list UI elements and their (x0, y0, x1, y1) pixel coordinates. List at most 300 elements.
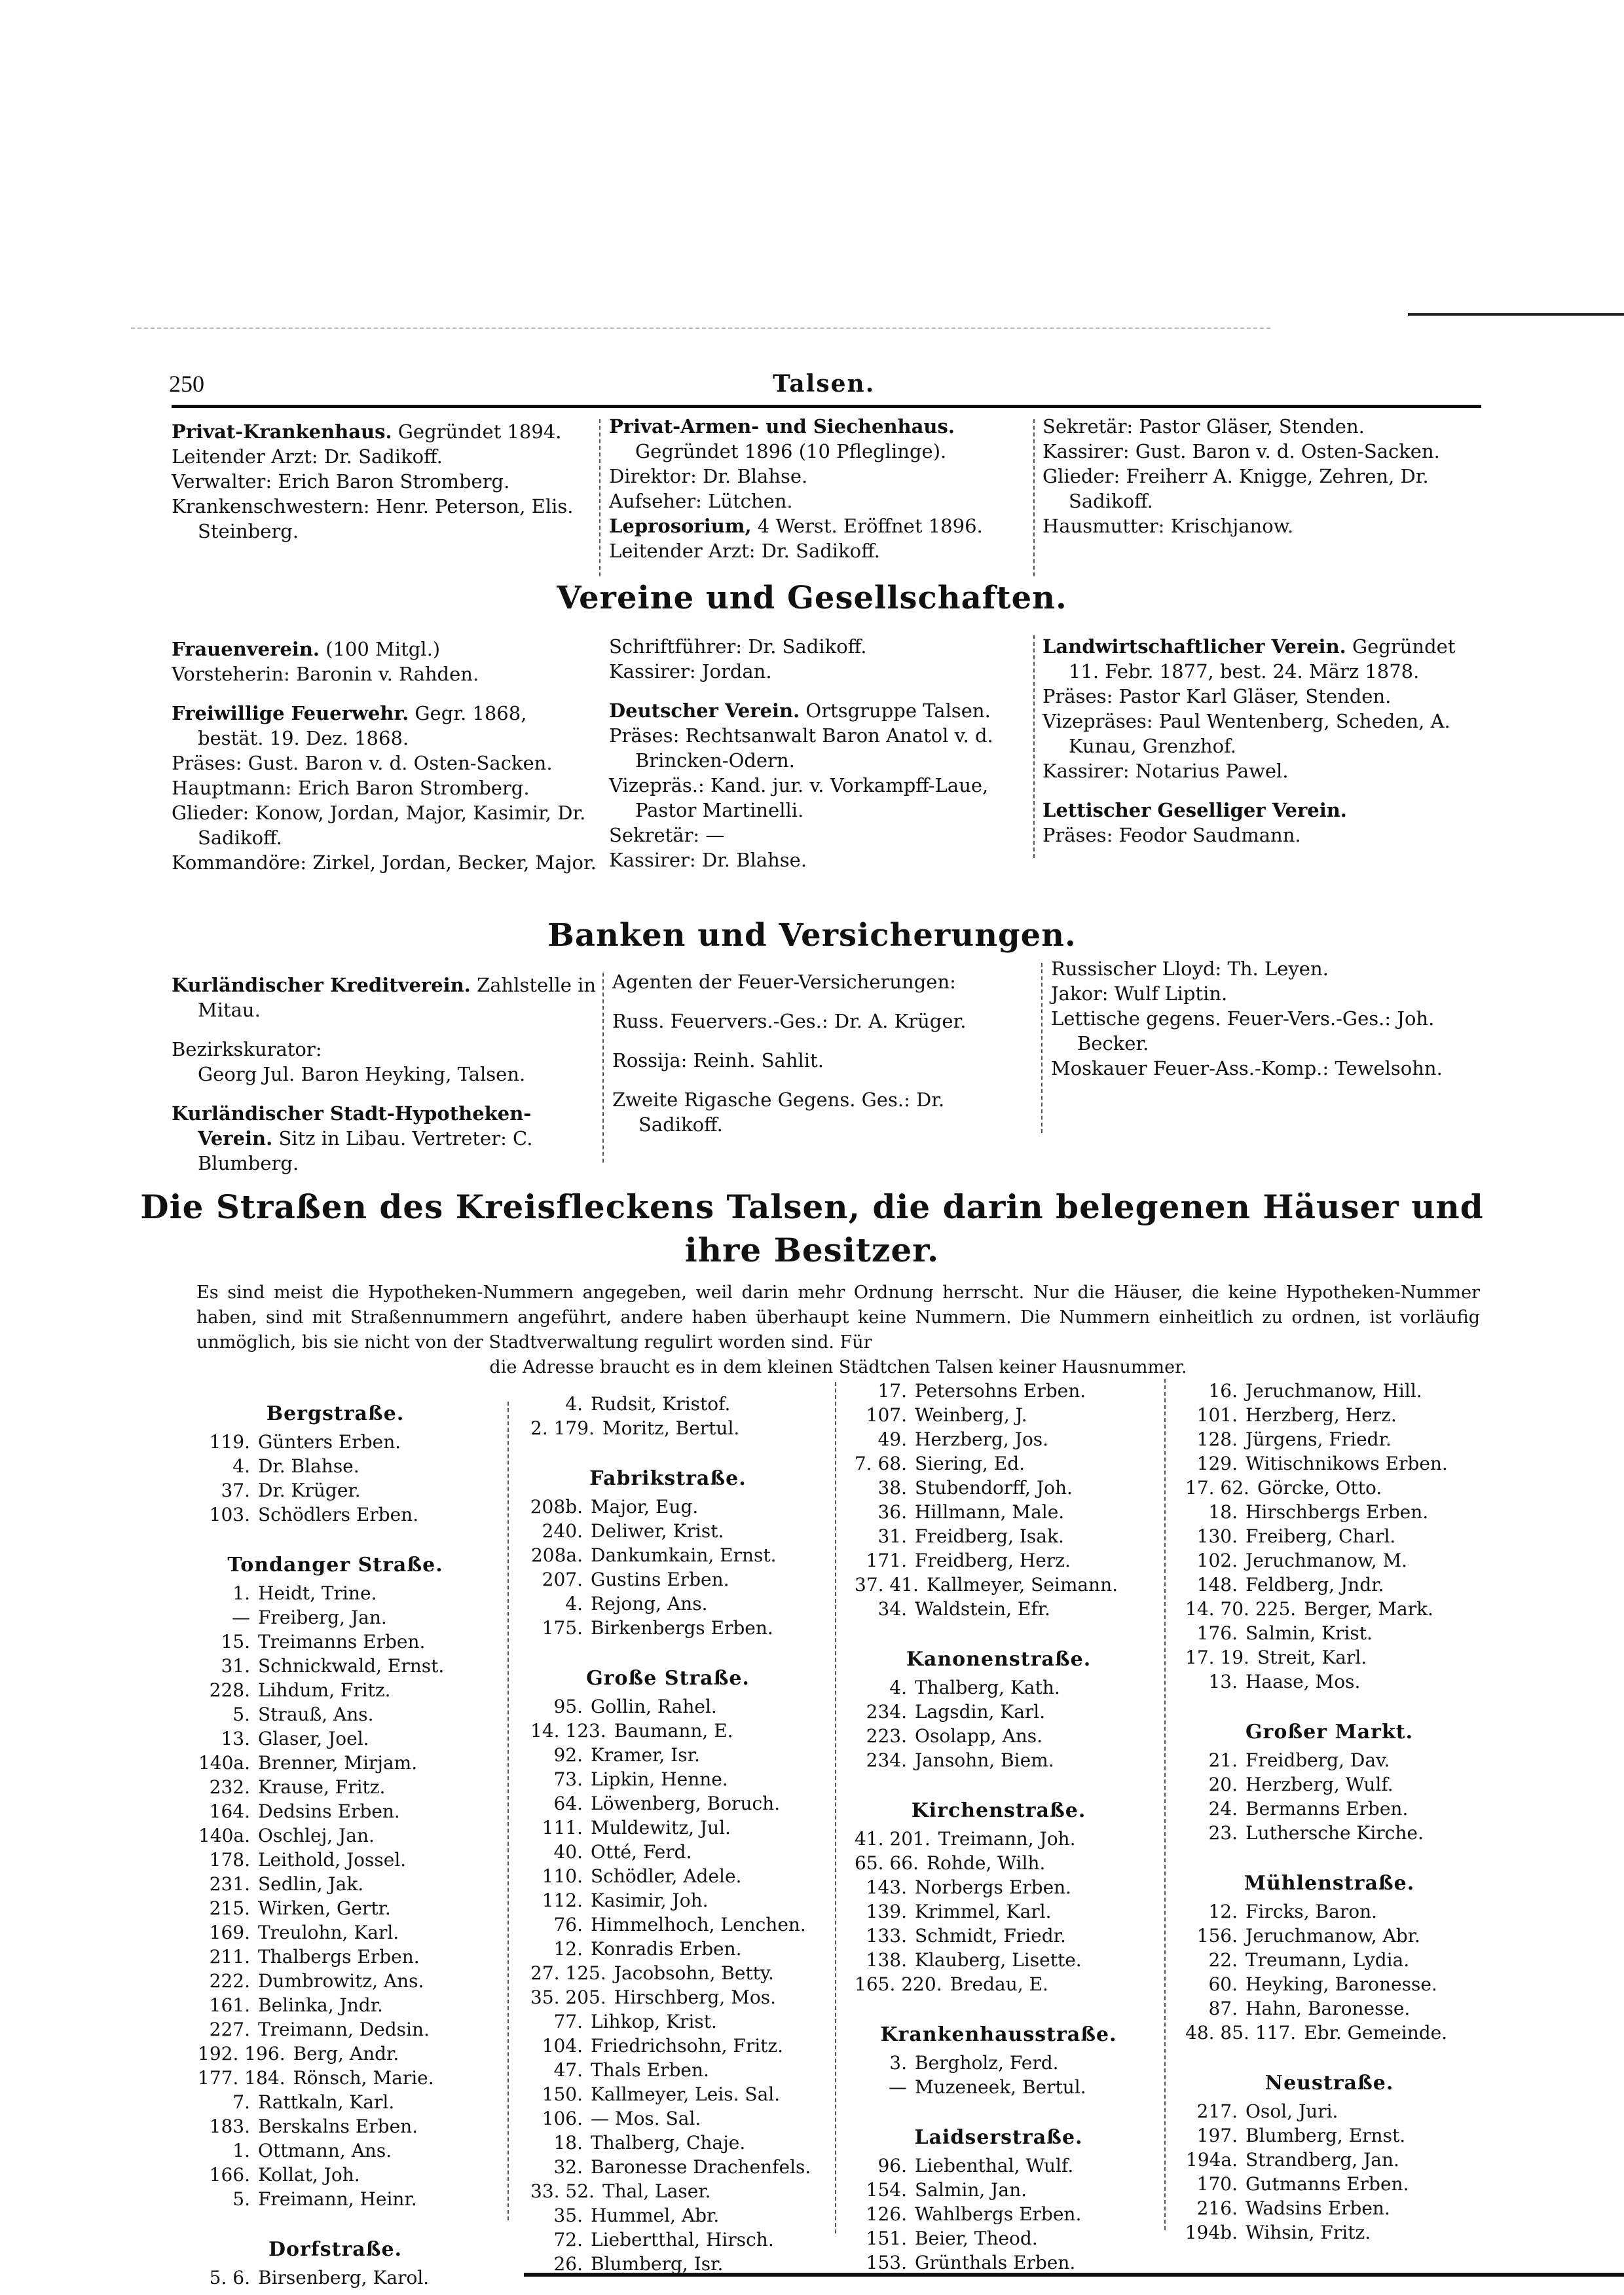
streets-intro-last-line: die Adresse braucht es in dem kleinen Städtchen Talsen keiner Hausnummer. (489, 1357, 1187, 1377)
house-number: 17. 19. (1185, 1647, 1249, 1668)
house-number: 4. (232, 1455, 250, 1477)
entry (1043, 823, 1475, 848)
entry (612, 1087, 1031, 1137)
owner-name: Bermanns Erben. (1246, 1798, 1409, 1819)
house-entry (172, 2042, 499, 2066)
house-entry (504, 1743, 832, 1767)
house-number: 18. (1208, 1501, 1238, 1523)
house-entry (172, 1896, 499, 1920)
house-number: 15. (221, 1631, 250, 1652)
owner-name: Thalbergs Erben. (258, 1946, 420, 1968)
owner-name: Sedlin, Jak. (258, 1873, 364, 1895)
owner-name: Blumberg, Ernst. (1246, 2125, 1406, 2146)
owner-name: Muldewitz, Jul. (591, 1817, 731, 1838)
house-number: 16. (1208, 1380, 1238, 1402)
entry-text: Kassirer: Dr. Blahse. (609, 849, 807, 871)
institutions-column-1 (172, 419, 591, 544)
streets-heading-line-2: ihre Besitzer. (684, 1231, 940, 1269)
owner-name: Osol, Juri. (1246, 2100, 1338, 2122)
house-number: 143. (866, 1876, 907, 1898)
house-number: 72. (553, 2229, 583, 2250)
entry (1043, 464, 1462, 513)
owner-name: Kallmeyer, Leis. Sal. (591, 2083, 781, 2105)
house-number: 223. (866, 1725, 907, 1747)
house-number: 49. (877, 1428, 907, 1450)
owner-name: Konradis Erben. (591, 1938, 742, 1960)
owner-name: Jacobsohn, Betty. (614, 1962, 774, 1984)
owner-name: Herzberg, Herz. (1246, 1404, 1397, 1426)
banken-column-3 (1051, 956, 1483, 1081)
owner-name: Strandberg, Jan. (1246, 2149, 1399, 2171)
entry-text: Gegründet 11. Febr. 1877, best. 24. März 1878. (1069, 635, 1456, 682)
owner-name: Liebertthal, Hirsch. (591, 2229, 774, 2250)
owner-name: Freiberg, Charl. (1246, 1525, 1396, 1547)
house-entry (504, 1961, 832, 1985)
house-entry (1159, 1948, 1500, 1972)
house-number: 138. (866, 1949, 907, 1971)
owner-name: Kramer, Isr. (591, 1744, 700, 1766)
owner-name: Görcke, Otto. (1257, 1477, 1382, 1499)
owner-name: Lipkin, Henne. (591, 1768, 728, 1790)
street-name: Bergstraße. (266, 1402, 405, 1425)
house-entry (172, 1630, 499, 1654)
house-entry (1159, 1924, 1500, 1948)
house-number: 4. (565, 1393, 583, 1415)
owner-name: Fircks, Baron. (1246, 1901, 1378, 1922)
house-number: — (232, 1607, 250, 1628)
house-number: 194b. (1185, 2222, 1238, 2243)
entry (172, 800, 597, 850)
house-number: 23. (1208, 1822, 1238, 1844)
entry (1043, 439, 1462, 464)
house-entry (828, 1972, 1169, 1996)
owner-name: Otté, Ferd. (591, 1841, 692, 1863)
owner-name: Rejong, Ans. (591, 1593, 708, 1614)
entry (1051, 956, 1483, 981)
house-number: 13. (1208, 1671, 1238, 1692)
owner-name: Berger, Mark. (1304, 1598, 1433, 1620)
entry (609, 698, 1028, 723)
owner-name: Siering, Ed. (915, 1453, 1025, 1474)
entry-text: Gegr. 1868, bestät. 19. Dez. 1868. (198, 702, 527, 749)
running-head: Talsen. (773, 370, 876, 398)
entry (612, 1048, 1031, 1073)
owner-name: Thals Erben. (591, 2059, 709, 2081)
entry-title: Freiwillige Feuerwehr. (172, 702, 409, 724)
entry-text: Kassirer: Jordan. (609, 660, 772, 682)
owner-name: Lihdum, Fritz. (258, 1679, 391, 1701)
vereine-column-2 (609, 634, 1028, 872)
column-divider (599, 419, 600, 576)
column-divider (1041, 963, 1043, 1133)
house-number: 207. (542, 1569, 583, 1590)
entry-text: Präses: Pastor Karl Gläser, Stenden. (1043, 685, 1392, 707)
house-entry (1159, 1645, 1500, 1670)
owner-name: Schmidt, Friedr. (915, 1925, 1066, 1947)
entry-text: Sekretär: Pastor Gläser, Stenden. (1043, 415, 1365, 438)
house-number: 231. (209, 1873, 250, 1895)
entry-text: Hausmutter: Krischjanow. (1043, 515, 1294, 537)
header-rule (172, 405, 1481, 408)
house-number: 3. (889, 2052, 907, 2074)
house-entry (828, 1403, 1169, 1427)
house-number: 77. (553, 2011, 583, 2032)
entry (172, 637, 597, 662)
entry-text: Leitender Arzt: Dr. Sadikoff. (172, 445, 443, 468)
owner-name: Heidt, Trine. (258, 1582, 377, 1604)
entry-text: Präses: Feodor Saudmann. (1043, 824, 1301, 846)
owner-name: Salmin, Krist. (1246, 1622, 1373, 1644)
entry-text: Aufseher: Lütchen. (609, 490, 793, 512)
house-entry (828, 2154, 1169, 2178)
house-entry (1159, 1451, 1500, 1476)
entry-text: Vizepräses: Paul Wentenberg, Scheden, A. Kunau, Grenzhof. (1043, 710, 1450, 757)
house-number: 166. (209, 2164, 250, 2186)
banken-column-1 (172, 973, 597, 1176)
scan-edge-rule (1408, 313, 1624, 316)
owner-name: Birkenbergs Erben. (591, 1617, 773, 1639)
page-number: 250 (169, 371, 204, 397)
house-number: 133. (866, 1925, 907, 1947)
house-entry (828, 2178, 1169, 2202)
street-name: Große Straße. (586, 1667, 750, 1690)
owner-name: Jeruchmanow, Hill. (1246, 1380, 1422, 1402)
house-entry (504, 1694, 832, 1719)
column-divider (1033, 419, 1035, 576)
owner-name: Ebr. Gemeinde. (1304, 2022, 1448, 2043)
entry (609, 538, 1028, 563)
entry-text: Präses: Rechtsanwalt Baron Anatol v. d. Brincken-Odern. (609, 724, 993, 772)
house-entry (828, 1875, 1169, 1899)
owner-name: Lihkop, Krist. (591, 2011, 717, 2032)
entry (172, 775, 597, 800)
house-number: 1. (232, 2140, 250, 2161)
entry (172, 1101, 597, 1176)
house-number: 18. (553, 2132, 583, 2154)
owner-name: Hirschbergs Erben. (1246, 1501, 1429, 1523)
spacer (828, 2099, 1169, 2125)
owner-name: Leithold, Jossel. (258, 1849, 407, 1871)
owner-name: Berskalns Erben. (258, 2116, 418, 2137)
owner-name: Liebenthal, Wulf. (915, 2155, 1074, 2176)
house-number: 2. 179. (530, 1417, 595, 1439)
entry (172, 1037, 597, 1062)
entry (1043, 634, 1475, 684)
institutions-column-2 (609, 414, 1028, 563)
house-entry (1159, 1972, 1500, 1996)
entry (612, 969, 1031, 994)
owner-name: Waldstein, Efr. (915, 1598, 1050, 1620)
house-entry (1159, 1403, 1500, 1427)
bottom-rule (524, 2273, 1624, 2277)
house-number: 7. 68. (854, 1453, 907, 1474)
entry-text: Kassirer: Gust. Baron v. d. Osten-Sacken. (1043, 440, 1440, 462)
house-entry (1159, 1899, 1500, 1924)
entry-text: Kassirer: Notarius Pawel. (1043, 760, 1289, 782)
house-entry (1159, 2123, 1500, 2148)
house-entry (172, 2017, 499, 2042)
spacer (1159, 2045, 1500, 2071)
entry (1051, 1006, 1483, 1056)
house-entry (504, 2009, 832, 2034)
house-entry (828, 1573, 1169, 1597)
house-number: 107. (866, 1404, 907, 1426)
entry (609, 848, 1028, 872)
streets-column-2 (504, 1392, 832, 2276)
entry-text: Gegründet 1896 (10 Pfleglinge). (635, 440, 947, 462)
house-number: 5. 6. (209, 2267, 250, 2288)
house-entry (504, 1616, 832, 1640)
house-entry (1159, 1621, 1500, 1645)
house-entry (172, 2090, 499, 2114)
entry (1043, 709, 1475, 758)
house-entry (828, 1924, 1169, 1948)
owner-name: Hahn, Baronesse. (1246, 1998, 1411, 2019)
house-number: 140a. (198, 1825, 250, 1846)
house-number: 48. 85. 117. (1185, 2022, 1297, 2043)
entry-text: Glieder: Konow, Jordan, Major, Kasimir, Dr. Sadikoff. (172, 802, 586, 849)
entry (612, 1009, 1031, 1034)
house-number: 31. (221, 1655, 250, 1677)
streets-column-3 (828, 1379, 1169, 2275)
entry-text: Bezirkskurator: (172, 1038, 322, 1060)
house-number: 96. (877, 2155, 907, 2176)
owner-name: Birsenberg, Karol. (258, 2267, 430, 2288)
spacer (1159, 1845, 1500, 1871)
spacer (172, 1527, 499, 1553)
owner-name: Thalberg, Chaje. (591, 2132, 746, 2154)
street-name: Kirchenstraße. (911, 1799, 1086, 1822)
spacer (172, 2211, 499, 2237)
entry-title: Deutscher Verein. (609, 700, 800, 722)
entry-text: Agenten der Feuer-Versicherungen: (612, 971, 956, 993)
house-number: 65. 66. (855, 1852, 919, 1874)
house-number: 216. (1196, 2197, 1238, 2219)
house-entry (172, 1726, 499, 1751)
entry-text: Russischer Lloyd: Th. Leyen. (1051, 958, 1329, 980)
house-entry (1159, 1500, 1500, 1524)
entry-text: Kommandöre: Zirkel, Jordan, Becker, Major. (172, 851, 597, 874)
house-entry (172, 1581, 499, 1605)
house-entry (1159, 1548, 1500, 1573)
streets-heading (0, 1185, 1624, 1272)
owner-name: — Mos. Sal. (591, 2108, 701, 2129)
house-entry (828, 1524, 1169, 1548)
owner-name: Hirschberg, Mos. (614, 1987, 777, 2008)
house-number: 197. (1196, 2125, 1238, 2146)
house-entry (828, 1724, 1169, 1748)
house-number: 130. (1196, 1525, 1238, 1547)
streets-intro (196, 1280, 1480, 1380)
house-number: 175. (542, 1617, 583, 1639)
house-number: 21. (1208, 1749, 1238, 1771)
vereine-column-1 (172, 637, 597, 875)
house-number: 37. (221, 1480, 250, 1501)
house-number: 194a. (1185, 2149, 1238, 2171)
house-number: 87. (1208, 1998, 1238, 2019)
owner-name: Krause, Fritz. (258, 1776, 386, 1798)
entry-title: Kurländischer Kreditverein. (172, 974, 471, 996)
house-entry (1159, 2220, 1500, 2245)
owner-name: Gollin, Rahel. (591, 1696, 717, 1717)
entry (609, 513, 1028, 538)
house-entry (504, 2155, 832, 2179)
owner-name: Herzberg, Wulf. (1246, 1774, 1393, 1795)
entry (609, 414, 1028, 464)
house-number: 27. 125. (530, 1962, 606, 1984)
house-number: 222. (209, 1970, 250, 1992)
house-number: 5. (232, 1704, 250, 1725)
house-number: 13. (221, 1728, 250, 1749)
house-number: 112. (542, 1890, 583, 1911)
owner-name: Treulohn, Karl. (258, 1922, 399, 1943)
entry-text: Gegründet 1894. (397, 420, 562, 443)
house-number: 14. 70. 225. (1185, 1598, 1297, 1620)
entry (172, 973, 597, 1022)
owner-name: Norbergs Erben. (915, 1876, 1072, 1898)
house-entry (828, 2075, 1169, 2099)
entry-text: Vizepräs.: Kand. jur. v. Vorkampff-Laue, Pastor Martinelli. (609, 774, 989, 821)
house-entry (1159, 1597, 1500, 1621)
house-number: 34. (877, 1598, 907, 1620)
house-number: 232. (209, 1776, 250, 1798)
house-entry (504, 1937, 832, 1961)
house-entry (172, 1872, 499, 1896)
owner-name: Brenner, Mirjam. (258, 1752, 418, 1774)
entry-title: Kurländischer Stadt-Hypotheken-Verein. (172, 1102, 532, 1149)
entry (609, 489, 1028, 513)
owner-name: Osolapp, Ans. (915, 1725, 1043, 1747)
owner-name: Major, Eug. (591, 1496, 699, 1518)
entry (609, 773, 1028, 823)
house-number: 169. (209, 1922, 250, 1943)
house-number: 129. (1196, 1453, 1238, 1474)
owner-name: Weinberg, J. (915, 1404, 1027, 1426)
entry (1043, 513, 1462, 538)
house-number: 102. (1196, 1550, 1238, 1571)
house-entry (504, 2058, 832, 2082)
entry-text: Glieder: Freiherr A. Knigge, Zehren, Dr. Sadikoff. (1043, 465, 1429, 512)
entry (172, 1062, 597, 1087)
house-number: 156. (1196, 1925, 1238, 1947)
house-entry (504, 2082, 832, 2106)
house-entry (828, 1748, 1169, 1772)
house-entry (504, 1416, 832, 1440)
owner-name: Beier, Theod. (915, 2228, 1038, 2249)
column-divider (1033, 635, 1035, 858)
house-entry (828, 2250, 1169, 2275)
owner-name: Dedsins Erben. (258, 1801, 400, 1822)
owner-name: Wirken, Gertr. (258, 1897, 391, 1919)
house-number: 32. (553, 2156, 583, 2178)
owner-name: Oschlej, Jan. (258, 1825, 375, 1846)
house-entry (504, 1592, 832, 1616)
house-entry (828, 1899, 1169, 1924)
owner-name: Wadsins Erben. (1246, 2197, 1390, 2219)
owner-name: Schödler, Adele. (591, 1865, 742, 1887)
entry-text: Krankenschwestern: Henr. Peterson, Elis. Steinberg. (172, 495, 574, 542)
house-entry (1159, 1821, 1500, 1845)
owner-name: Freidberg, Isak. (915, 1525, 1064, 1547)
house-number: 35. 205. (530, 1987, 606, 2008)
owner-name: Treimann, Dedsin. (258, 2019, 430, 2040)
owner-name: Thal, Laser. (602, 2180, 711, 2202)
house-entry (504, 2131, 832, 2155)
house-entry (172, 1678, 499, 1702)
house-entry (828, 1948, 1169, 1972)
owner-name: Gutmanns Erben. (1246, 2173, 1409, 2195)
owner-name: Luthersche Kirche. (1246, 1822, 1424, 1844)
house-number: 101. (1196, 1404, 1238, 1426)
entry-text: Georg Jul. Baron Heyking, Talsen. (198, 1063, 526, 1085)
entry-text: Russ. Feuervers.-Ges.: Dr. A. Krüger. (612, 1010, 967, 1032)
house-number: 165. 220. (855, 1973, 942, 1995)
owner-name: Wihsin, Fritz. (1246, 2222, 1371, 2243)
house-number: 170. (1196, 2173, 1238, 2195)
owner-name: Dr. Blahse. (258, 1455, 360, 1477)
entry-title: Privat-Krankenhaus. (172, 420, 392, 443)
house-entry (1159, 2196, 1500, 2220)
house-number: 151. (866, 2228, 907, 2249)
house-entry (504, 1495, 832, 1519)
house-entry (172, 2114, 499, 2138)
entry-text: Direktor: Dr. Blahse. (609, 465, 808, 487)
owner-name: Salmin, Jan. (915, 2179, 1027, 2201)
owner-name: Baumann, E. (614, 1720, 733, 1742)
owner-name: Belinka, Jndr. (258, 1994, 383, 2016)
house-number: 139. (866, 1901, 907, 1922)
owner-name: Kollat, Joh. (258, 2164, 360, 2186)
street-name: Kanonenstraße. (906, 1648, 1092, 1671)
house-number: 164. (209, 1801, 250, 1822)
entry-text: (100 Mitgl.) (325, 638, 441, 660)
house-number: 126. (866, 2203, 907, 2225)
owner-name: Treimann, Joh. (938, 1828, 1076, 1850)
street-name: Fabrikstraße. (589, 1467, 747, 1490)
street-name: Großer Markt. (1245, 1721, 1414, 1744)
house-entry (172, 1823, 499, 1848)
house-entry (172, 1478, 499, 1502)
house-number: 215. (209, 1897, 250, 1919)
house-entry (172, 1945, 499, 1969)
entry-text: Zahlstelle in Mitau. (198, 974, 597, 1021)
owner-name: Kallmeyer, Seimann. (926, 1574, 1118, 1595)
house-entry (172, 1993, 499, 2017)
house-entry (1159, 1772, 1500, 1797)
owner-name: Bredau, E. (950, 1973, 1048, 1995)
house-number: 227. (209, 2019, 250, 2040)
street-name: Krankenhausstraße. (880, 2023, 1117, 2046)
owner-name: Treumann, Lydia. (1246, 1949, 1410, 1971)
house-entry (828, 1851, 1169, 1875)
entry-text: Moskauer Feuer-Ass.-Komp.: Tewelsohn. (1051, 1057, 1443, 1079)
house-number: 35. (553, 2205, 583, 2226)
house-entry (504, 1840, 832, 1864)
entry-text: Hauptmann: Erich Baron Stromberg. (172, 777, 530, 799)
owner-name: Grünthals Erben. (915, 2252, 1076, 2273)
street-name: Tondanger Straße. (227, 1554, 443, 1577)
house-entry (172, 1969, 499, 1993)
house-entry (172, 1848, 499, 1872)
owner-name: Deliwer, Krist. (591, 1520, 724, 1542)
entry (609, 464, 1028, 489)
owner-name: Moritz, Bertul. (602, 1417, 740, 1439)
owner-name: Freidberg, Dav. (1246, 1749, 1390, 1771)
house-number: 148. (1196, 1574, 1238, 1595)
house-number: 217. (1196, 2100, 1238, 2122)
house-number: 103. (209, 1504, 250, 1525)
owner-name: Rohde, Wilh. (926, 1852, 1046, 1874)
